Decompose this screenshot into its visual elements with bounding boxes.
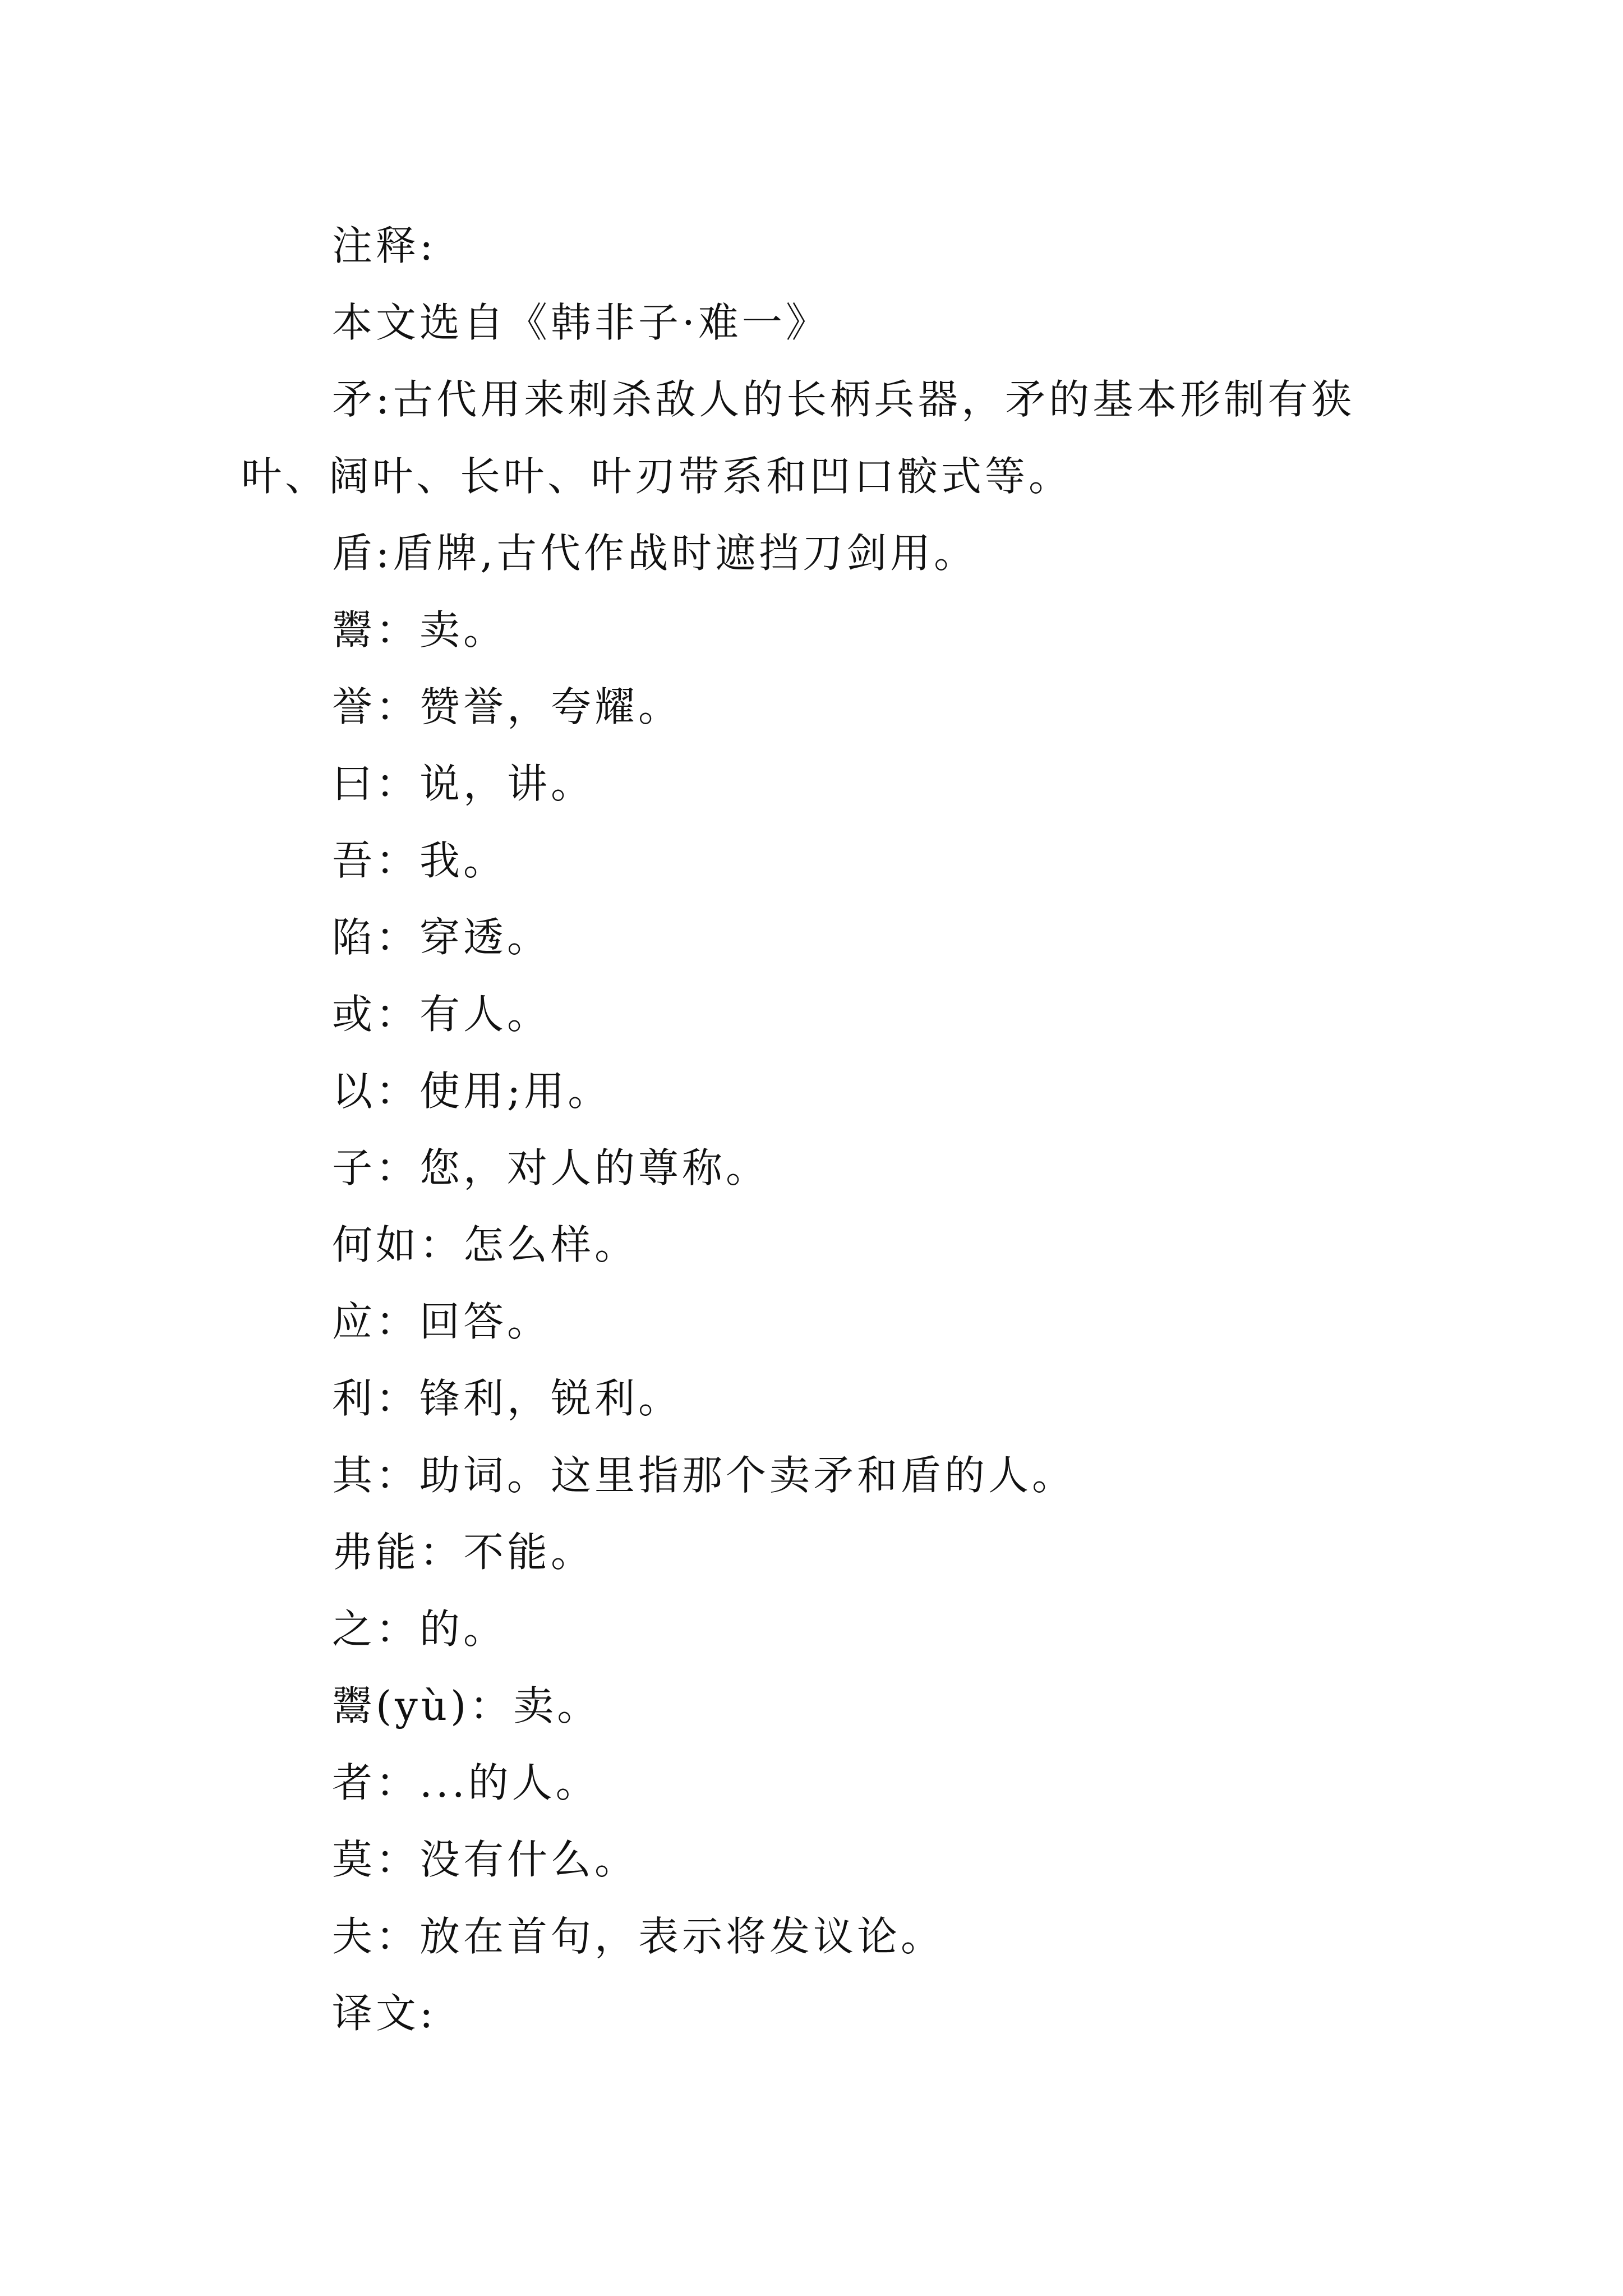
note-line: 何如：怎么样。 [332,1221,639,1268]
note-line: 陷：穿透。 [332,914,551,961]
note-line: 之：的。 [332,1605,508,1653]
section-heading-notes: 注释: [332,222,437,269]
section-heading-translation: 译文: [332,1990,437,2037]
annotation-list [241,208,1408,2052]
note-line: 盾:盾牌,古代作战时遮挡刀剑用。 [332,530,978,577]
note-line: 利：锋利，锐利。 [332,1375,683,1422]
source-line: 本文选自《韩非子·难一》 [332,299,829,346]
note-line: 吾：我。 [332,837,508,884]
note-line: 鬻(yù)：卖。 [332,1682,601,1729]
note-line: 应：回答。 [332,1298,551,1345]
note-line: 其：助词。这里指那个卖矛和盾的人。 [332,1452,1076,1499]
note-line: 以：使用;用。 [332,1068,612,1115]
note-line: 夫：放在首句，表示将发议论。 [332,1913,945,1960]
note-line: 莫：没有什么。 [332,1836,639,1883]
note-line: 矛:古代用来刺杀敌人的长柄兵器，矛的基本形制有狭 [332,376,1355,423]
note-line: 鬻：卖。 [332,606,508,654]
note-line: 者：...的人。 [332,1759,600,1806]
note-line: 子：您，对人的尊称。 [332,1144,770,1191]
note-line: 或：有人。 [332,991,551,1038]
note-line: 弗能：不能。 [332,1529,595,1576]
note-line: 曰：说，讲。 [332,760,595,807]
note-line: 誉：赞誉，夸耀。 [332,683,683,730]
note-line-continuation: 叶、阔叶、长叶、叶刃带系和凹口骹式等。 [241,453,1073,500]
